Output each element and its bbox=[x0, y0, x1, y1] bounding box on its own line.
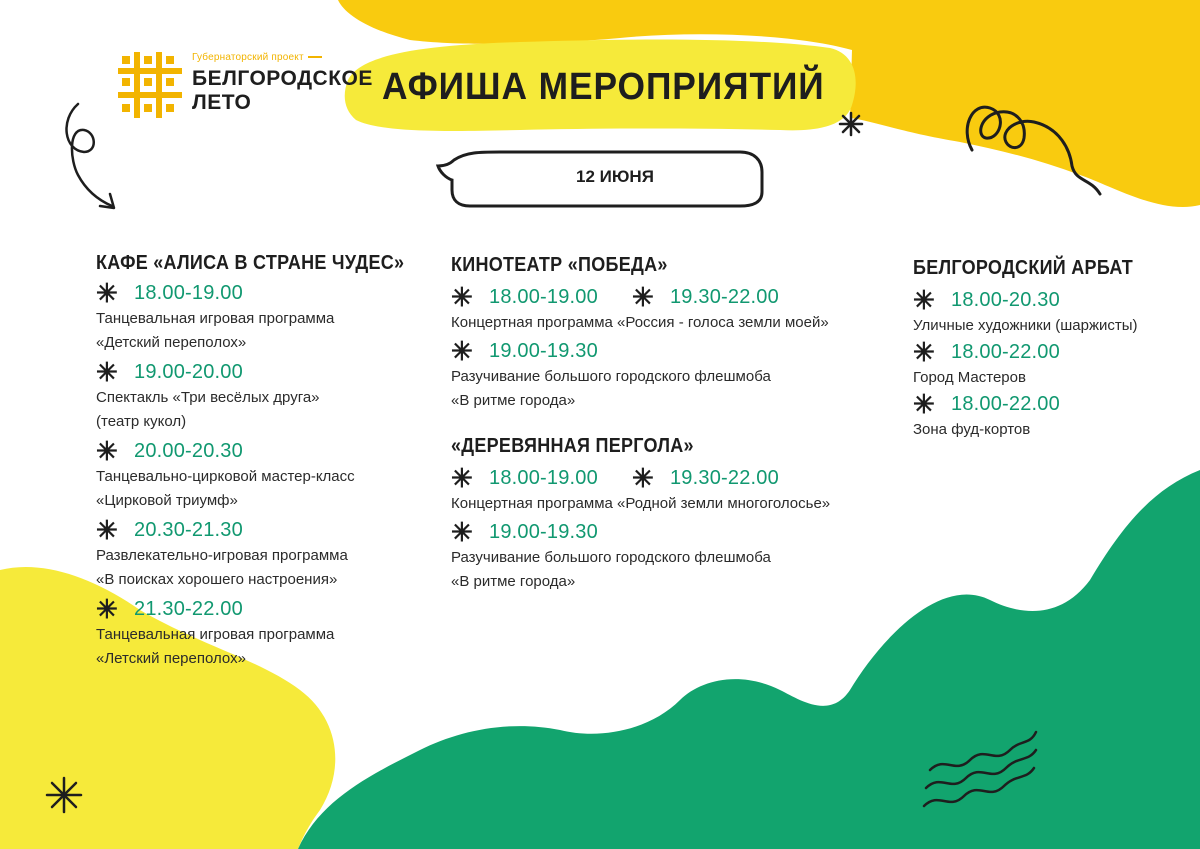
event-subtitle: «В ритме города» bbox=[451, 573, 576, 590]
event-description: Танцевальная игровая программа bbox=[96, 626, 335, 643]
venue-middle-column bbox=[451, 254, 891, 596]
event-item bbox=[913, 286, 1193, 338]
event-description: Танцевальная игровая программа bbox=[96, 310, 335, 327]
event-item bbox=[451, 518, 891, 594]
logo-subtitle: Губернаторский проект bbox=[192, 52, 373, 63]
page-title: АФИША МЕРОПРИЯТИЙ bbox=[382, 66, 825, 108]
asterisk-icon: ✳ bbox=[631, 282, 654, 312]
logo-title-line-1: БЕЛГОРОДСКОЕ bbox=[192, 67, 373, 90]
event-item bbox=[96, 516, 436, 592]
event-time: 19.00-20.00 bbox=[134, 360, 243, 383]
star-icon-bottom bbox=[47, 778, 81, 812]
venue-wooden-pergola bbox=[451, 435, 891, 594]
event-description: Разучивание большого городского флешмоба bbox=[451, 549, 771, 566]
event-description: Город Мастеров bbox=[913, 369, 1026, 386]
event-subtitle: (театр кукол) bbox=[96, 413, 187, 430]
event-time: 18.00-22.00 bbox=[951, 392, 1060, 415]
event-time: 18.00-19.00 bbox=[489, 466, 598, 489]
event-item bbox=[96, 358, 436, 434]
asterisk-icon: ✳ bbox=[451, 517, 473, 547]
event-time: 18.00-20.30 bbox=[951, 288, 1060, 311]
asterisk-icon: ✳ bbox=[451, 463, 473, 493]
event-item bbox=[96, 595, 436, 671]
logo-mark-icon bbox=[118, 52, 182, 118]
asterisk-icon: ✳ bbox=[631, 463, 654, 493]
venue-title: БЕЛГОРОДСКИЙ АРБАТ bbox=[913, 257, 1133, 279]
squiggle-arrow bbox=[67, 104, 112, 206]
event-subtitle: «Летский переполох» bbox=[96, 650, 246, 667]
project-logo bbox=[118, 52, 373, 118]
event-description: Концертная программа «Россия - голоса земли моей» bbox=[451, 314, 829, 331]
event-item bbox=[913, 338, 1193, 390]
logo-title-line-2: ЛЕТО bbox=[192, 91, 252, 114]
asterisk-icon: ✳ bbox=[913, 285, 935, 315]
event-subtitle: «В поисках хорошего настроения» bbox=[96, 571, 338, 588]
event-time: 19.00-19.30 bbox=[489, 339, 598, 362]
event-description: Концертная программа «Родной земли многоголосье» bbox=[451, 495, 831, 512]
event-item bbox=[96, 437, 436, 513]
asterisk-icon: ✳ bbox=[96, 357, 118, 387]
event-time: 21.30-22.00 bbox=[134, 597, 243, 620]
venue-title: КИНОТЕАТР «ПОБЕДА» bbox=[451, 254, 668, 276]
venue-cafe-alice bbox=[96, 252, 436, 674]
venue-title: КАФЕ «АЛИСА В СТРАНЕ ЧУДЕС» bbox=[96, 252, 405, 274]
event-time: 20.30-21.30 bbox=[134, 518, 243, 541]
event-time: 18.00-19.00 bbox=[134, 281, 243, 304]
event-date: 12 ИЮНЯ bbox=[576, 167, 654, 186]
event-item bbox=[96, 279, 436, 355]
event-subtitle: «Детский переполох» bbox=[96, 334, 247, 351]
asterisk-icon: ✳ bbox=[96, 436, 118, 466]
event-description: Уличные художники (шаржисты) bbox=[913, 317, 1138, 334]
event-time: 18.00-19.00 bbox=[489, 285, 598, 308]
asterisk-icon: ✳ bbox=[96, 278, 118, 308]
asterisk-icon: ✳ bbox=[451, 336, 473, 366]
event-time: 19.30-22.00 bbox=[669, 466, 779, 489]
asterisk-icon: ✳ bbox=[913, 389, 935, 419]
venue-cinema-pobeda bbox=[451, 254, 891, 413]
event-description: Танцевально-цирковой мастер-класс bbox=[96, 468, 355, 485]
star-icon-title bbox=[840, 113, 862, 135]
event-description: Спектакль «Три весёлых друга» bbox=[96, 389, 320, 406]
event-item bbox=[451, 337, 891, 413]
event-description: Разучивание большого городского флешмоба bbox=[451, 368, 771, 385]
event-description: Зона фуд-кортов bbox=[913, 421, 1031, 438]
event-time: 18.00-22.00 bbox=[951, 340, 1060, 363]
event-item bbox=[451, 283, 891, 335]
asterisk-icon: ✳ bbox=[96, 515, 118, 545]
event-time: 19.30-22.00 bbox=[669, 285, 779, 308]
venue-title: «ДЕРЕВЯННАЯ ПЕРГОЛА» bbox=[451, 435, 694, 457]
event-subtitle: «В ритме города» bbox=[451, 392, 576, 409]
asterisk-icon: ✳ bbox=[96, 594, 118, 624]
event-subtitle: «Цирковой триумф» bbox=[96, 492, 238, 509]
venue-belgorod-arbat bbox=[913, 257, 1193, 442]
asterisk-icon: ✳ bbox=[913, 337, 935, 367]
event-time: 19.00-19.30 bbox=[489, 520, 598, 543]
asterisk-icon: ✳ bbox=[451, 282, 473, 312]
event-description: Развлекательно-игровая программа bbox=[96, 547, 348, 564]
event-item bbox=[451, 464, 891, 516]
event-time: 20.00-20.30 bbox=[134, 439, 243, 462]
event-item bbox=[913, 390, 1193, 442]
